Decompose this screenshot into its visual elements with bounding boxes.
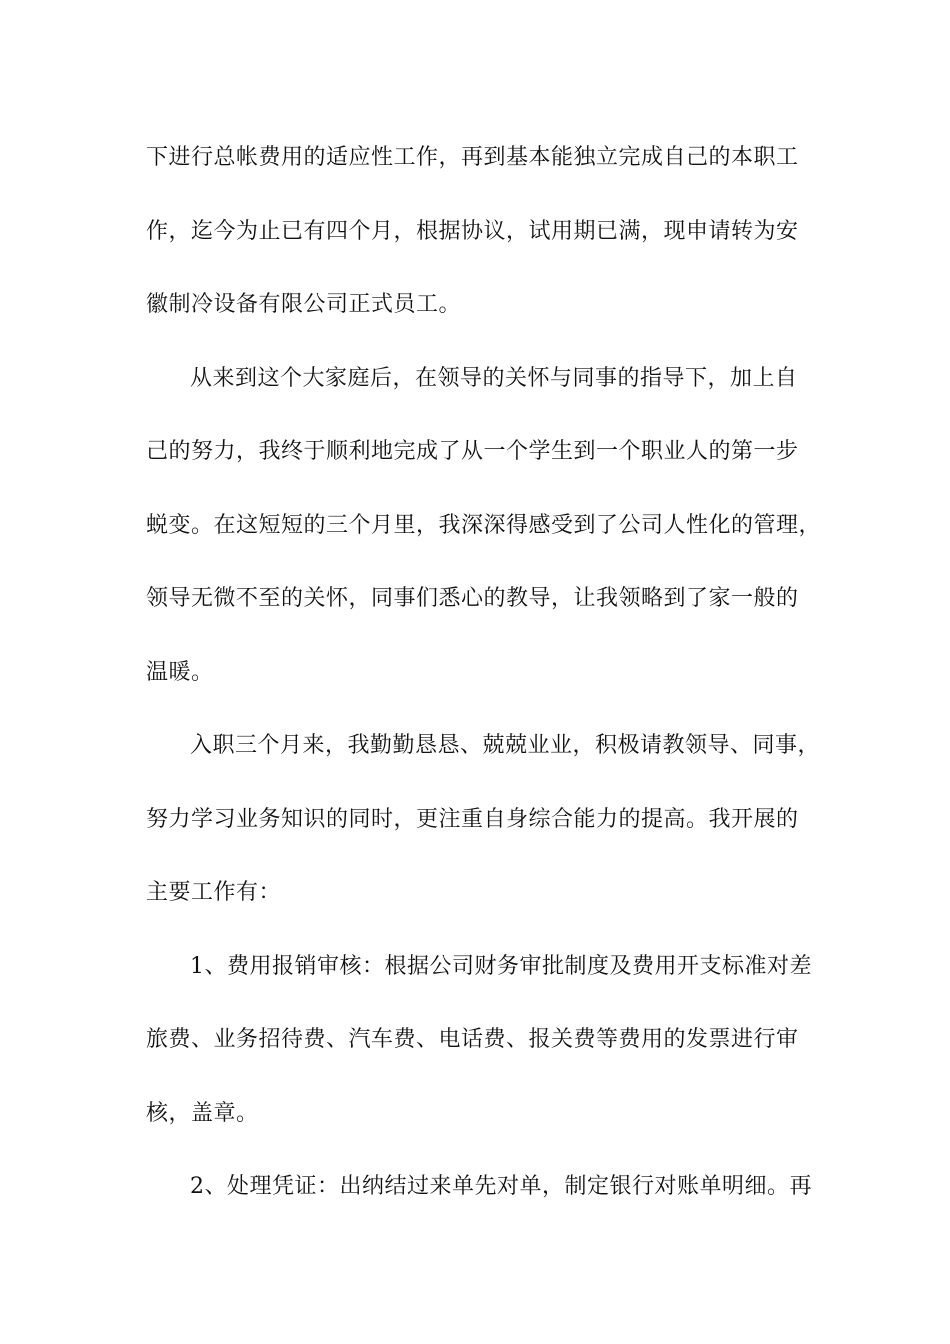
text-line: 己的努力，我终于顺利地完成了从一个学生到一个职业人的第一步	[146, 439, 799, 464]
list-item-line: 2、处理凭证：出纳结过来单先对单，制定银行对账单明细。再	[190, 1174, 812, 1199]
paragraph-start-line: 入职三个月来，我勤勤恳恳、兢兢业业，积极请教领导、同事，	[190, 733, 821, 758]
text-line: 主要工作有：	[146, 880, 282, 905]
text-line: 努力学习业务知识的同时，更注重自身综合能力的提高。我开展的	[146, 806, 799, 832]
text-line: 旅费、业务招待费、汽车费、电话费、报关费等费用的发票进行审	[146, 1027, 799, 1052]
text-line: 蜕变。在这短短的三个月里，我深深得感受到了公司人性化的管理，	[146, 512, 822, 538]
text-line: 作，迄今为止已有四个月，根据协议，试用期已满，现申请转为安	[146, 218, 799, 244]
paragraph-start-line: 从来到这个大家庭后，在领导的关怀与同事的指导下，加上自	[190, 365, 798, 391]
text-line: 下进行总帐费用的适应性工作，再到基本能独立完成自己的本职工	[146, 145, 799, 170]
text-line: 核，盖章。	[146, 1100, 259, 1126]
list-item-line: 1、费用报销审核：根据公司财务审批制度及费用开支标准对差	[190, 953, 812, 979]
text-line: 领导无微不至的关怀，同事们悉心的教导，让我领略到了家一般的	[146, 586, 799, 611]
text-line: 徽制冷设备有限公司正式员工。	[146, 292, 462, 317]
text-line: 温暖。	[146, 659, 214, 685]
document-body	[146, 132, 826, 1235]
